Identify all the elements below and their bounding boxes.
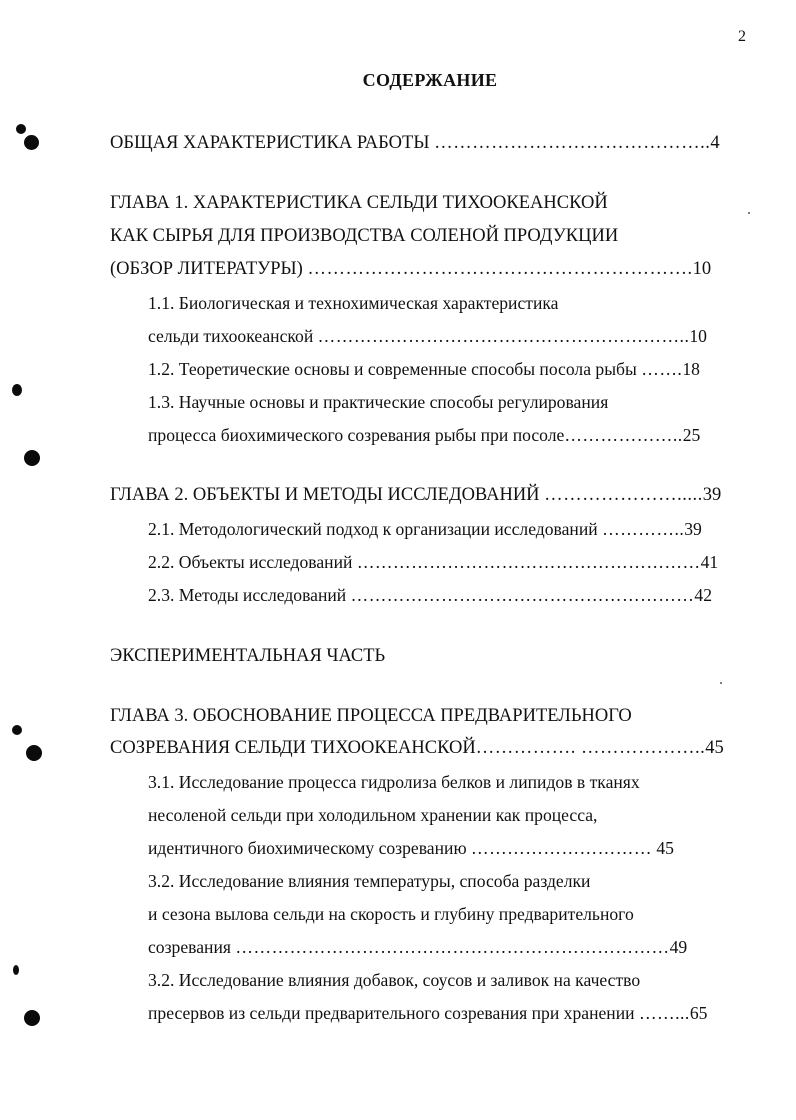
toc-text: 2.3. Методы исследований <box>148 585 351 605</box>
toc-page: 45 <box>651 838 674 858</box>
toc-entry <box>148 1002 707 1024</box>
toc-heading-line: 3.2. Исследование влияния добавок, соусов и заливок на качество <box>148 970 641 990</box>
toc-entry <box>110 132 720 154</box>
toc-entry <box>148 424 700 446</box>
toc-page: 45 <box>705 738 724 758</box>
toc-text: процесса биохимического созревания рыбы при посоле <box>148 425 565 445</box>
toc-heading-line: ГЛАВА 1. ХАРАКТЕРИСТИКА СЕЛЬДИ ТИХООКЕАНСКОЙ <box>110 193 608 213</box>
toc-dots: ……. <box>641 359 683 379</box>
punch-hole <box>24 450 40 466</box>
punch-hole <box>12 725 22 735</box>
punch-hole <box>16 124 26 134</box>
toc-page: 42 <box>694 585 712 605</box>
toc-dots: ………….. <box>602 519 685 539</box>
toc-heading-line: 1.1. Биологическая и технохимическая характеристика <box>148 293 559 313</box>
page-number: 2 <box>738 28 746 45</box>
punch-hole <box>26 745 42 761</box>
toc-entry <box>110 258 711 280</box>
toc-page: 65 <box>689 1003 708 1023</box>
toc-entry <box>148 358 700 380</box>
toc-text: ОБЩАЯ ХАРАКТЕРИСТИКА РАБОТЫ <box>110 133 435 153</box>
toc-page: 39 <box>684 519 702 539</box>
toc-heading-line: 1.3. Научные основы и практические способы регулирования <box>148 392 609 412</box>
toc-dots: ………………………… <box>470 838 652 858</box>
toc-page: 18 <box>682 359 700 379</box>
toc-page: 39 <box>702 485 722 505</box>
toc-text: 2.2. Объекты исследований <box>148 552 357 572</box>
toc-page: 49 <box>669 937 688 957</box>
toc-dots: ………………………………………………… <box>356 552 701 572</box>
punch-hole <box>13 965 19 975</box>
toc-entry <box>148 518 702 540</box>
toc-heading-line: ГЛАВА 3. ОБОСНОВАНИЕ ПРОЦЕССА ПРЕДВАРИТЕЛЬНОГО <box>110 706 632 726</box>
toc-page: 10 <box>692 259 712 279</box>
toc-page: 25 <box>682 425 701 445</box>
toc-dots: …………………..... <box>544 485 703 505</box>
toc-text: сельди тихоокеанской <box>148 326 318 346</box>
toc-heading-line: несоленой сельди при холодильном хранении как процесса, <box>148 805 598 825</box>
toc-text: 1.2. Теоретические основы и современные способы посола рыбы <box>148 359 642 379</box>
toc-heading-line: 3.2. Исследование влияния температуры, способа разделки <box>148 871 591 891</box>
toc-entry <box>148 325 707 347</box>
toc-entry <box>148 837 674 859</box>
toc-text: созревания <box>148 937 236 957</box>
toc-heading-line: 3.1. Исследование процесса гидролиза белков и липидов в тканях <box>148 772 640 792</box>
toc-heading-line: и сезона вылова сельди на скорость и глубину предварительного <box>148 904 634 924</box>
toc-entry <box>148 936 687 958</box>
toc-page: 4 <box>710 133 720 153</box>
toc-page: 10 <box>689 326 707 346</box>
punch-hole <box>24 135 39 150</box>
toc-text: 2.1. Методологический подход к организации исследований <box>148 519 603 539</box>
toc-heading-line: КАК СЫРЬЯ ДЛЯ ПРОИЗВОДСТВА СОЛЕНОЙ ПРОДУКЦИИ <box>110 226 619 246</box>
toc-entry <box>148 584 712 606</box>
toc-text: (ОБЗОР ЛИТЕРАТУРЫ) <box>110 259 308 279</box>
toc-dots: ……………………………………………………. <box>307 259 693 279</box>
toc-text: СОЗРЕВАНИЯ СЕЛЬДИ ТИХООКЕАНСКОЙ <box>110 738 476 758</box>
toc-dots: …………………………………………………….. <box>317 326 690 346</box>
toc-dots: ……………………………………………………………… <box>235 937 670 957</box>
toc-heading-line: ЭКСПЕРИМЕНТАЛЬНАЯ ЧАСТЬ <box>110 646 386 666</box>
toc-entry <box>148 551 718 573</box>
toc-entry <box>110 737 724 759</box>
punch-hole <box>24 1010 40 1026</box>
toc-dots: …………………………………….. <box>434 133 711 153</box>
toc-text: идентичного биохимическому созреванию <box>148 838 471 858</box>
toc-text: ГЛАВА 2. ОБЪЕКТЫ И МЕТОДЫ ИССЛЕДОВАНИЙ <box>110 485 545 505</box>
punch-hole <box>12 384 22 396</box>
toc-dots: ………………………………………………… <box>350 585 695 605</box>
toc-dots: ……………. ……………….. <box>475 738 706 758</box>
document-title: СОДЕРЖАНИЕ <box>362 70 498 90</box>
toc-dots: ……………….. <box>564 425 683 445</box>
toc-text: пресервов из сельди предварительного созревания при хранении <box>148 1003 639 1023</box>
scan-speck <box>748 212 750 214</box>
toc-dots: ……... <box>638 1003 690 1023</box>
toc-entry <box>110 484 721 506</box>
toc-page: 41 <box>700 552 719 572</box>
scan-speck <box>720 682 722 684</box>
